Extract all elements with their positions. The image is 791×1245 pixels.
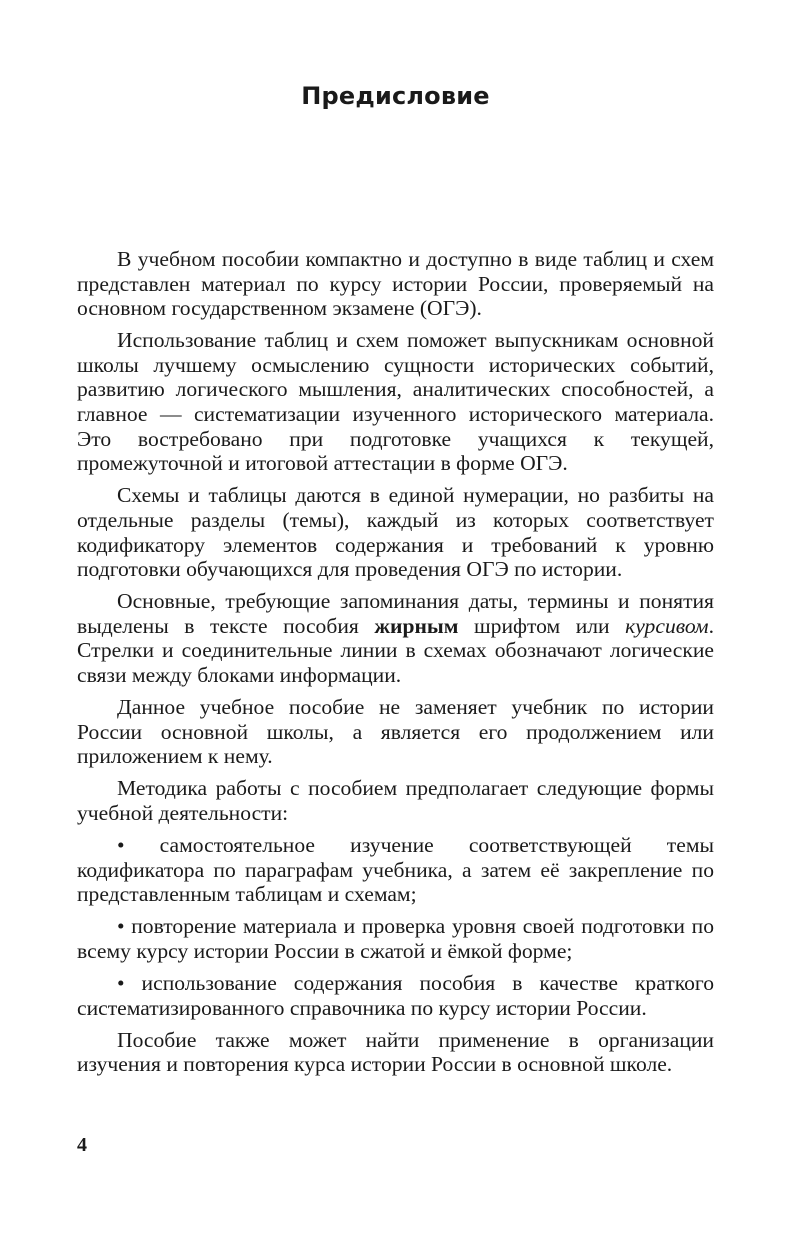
formatting-text-middle: шрифтом или (458, 613, 626, 638)
paragraph-methodology: Методика работы с пособием предполагает следующие формы учебной деятельности: (77, 776, 714, 825)
formatting-text-end: . Стрелки и соединительные линии в схемах обозначают логические связи между блоками информации. (77, 613, 714, 687)
bold-example: жирным (374, 613, 459, 638)
formatting-text-start: Основные, требующие запоминания даты, термины и понятия выделены в тексте пособия (77, 589, 714, 638)
paragraph-relation: Данное учебное пособие не заменяет учебник по истории России основной школы, а является его продолжением или приложением к нему. (77, 695, 714, 769)
list-item: • самостоятельное изучение соответствующей темы кодификатора по параграфам учебника, а затем её закрепление по представленным таблицам и схемам; (77, 833, 714, 907)
preface-text (77, 247, 714, 1084)
paragraph-purpose: Использование таблиц и схем поможет выпускникам основной школы лучшему осмыслению сущности исторических событий, развитию логического мышления, аналитических способностей, а главное — систематизации изученного исторического материала. Это востребовано при подготовке учащихся к текущей, промежуточной и итоговой аттестации в форме ОГЭ. (77, 328, 714, 476)
paragraph-application: Пособие также может найти применение в организации изучения и повторения курса истории России в основной школе. (77, 1027, 714, 1077)
list-item: • повторение материала и проверка уровня своей подготовки по всему курсу истории России в сжатой и ёмкой форме; (77, 914, 714, 963)
page-number: 4 (77, 1134, 87, 1156)
italic-example: курсивом (625, 613, 709, 638)
paragraph-formatting (77, 589, 714, 687)
paragraph-structure: Схемы и таблицы даются в единой нумерации, но разбиты на отдельные разделы (темы), каждый из которых соответствует кодификатору элементов содержания и требований к уровню подготовки обучающихся для проведения ОГЭ по истории. (77, 483, 714, 582)
page-title: Предисловие (301, 82, 490, 110)
list-item: • использование содержания пособия в качестве краткого систематизированного справочника по курсу истории России. (77, 971, 714, 1020)
paragraph-intro: В учебном пособии компактно и доступно в виде таблиц и схем представлен материал по курсу истории России, проверяемый на основном государственном экзамене (ОГЭ). (77, 247, 714, 321)
